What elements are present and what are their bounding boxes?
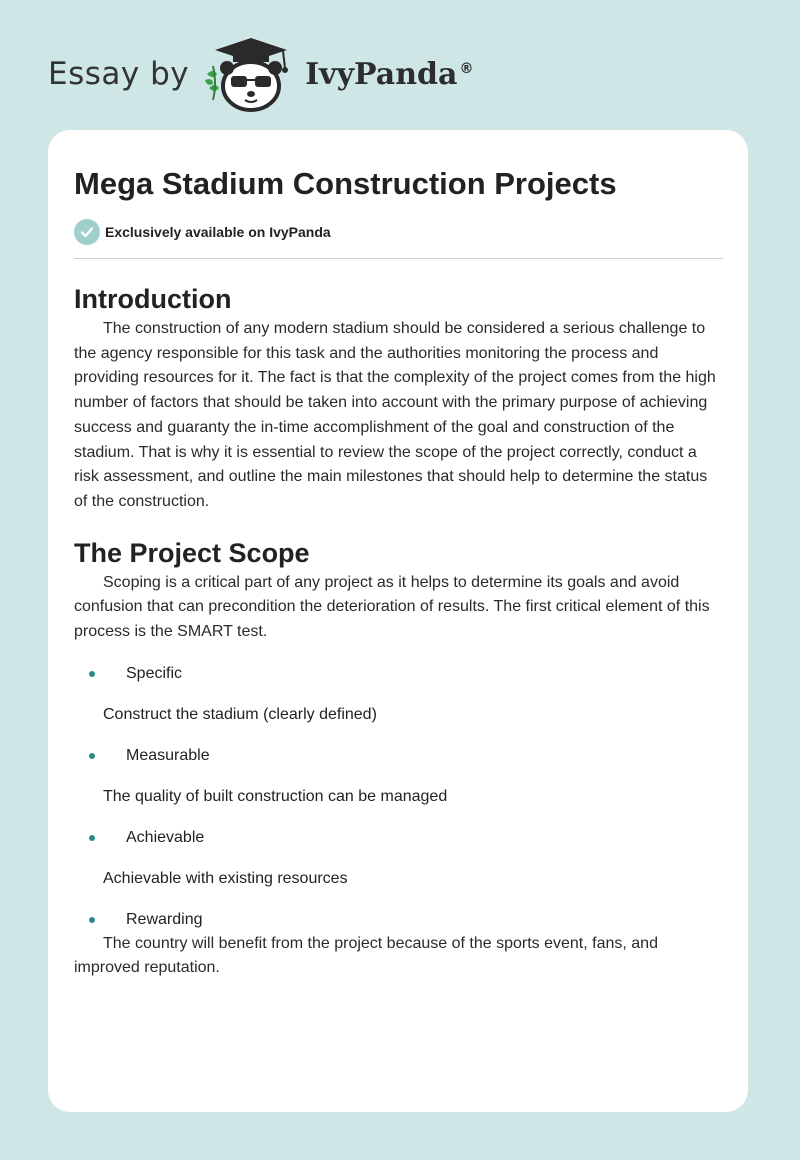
exclusive-badge	[74, 218, 723, 246]
bullet-icon	[89, 835, 95, 841]
bullet-icon	[89, 753, 95, 759]
registered-mark: ®	[459, 60, 474, 77]
closing-paragraph: The country will benefit from the project because of the sports event, fans, and improved reputation.	[74, 934, 658, 977]
bullet-icon	[89, 917, 95, 923]
divider	[74, 258, 723, 259]
check-icon	[74, 219, 100, 245]
smart-list	[74, 662, 723, 932]
essay-card	[48, 130, 748, 1112]
exclusive-label: Exclusively available on IvyPanda	[105, 224, 331, 240]
smart-item-description: Construct the stadium (clearly defined)	[103, 705, 377, 723]
list-item	[74, 908, 723, 932]
brand-label: IvyPanda	[305, 56, 458, 92]
project-scope-paragraph: Scoping is a critical part of any project as it helps to determine its goals and avoid confusion that can precondition the deterioration of results. The first critical element of this process is the SMART test.	[74, 573, 710, 641]
smart-item-label: Specific	[126, 664, 183, 682]
essay-content	[74, 130, 723, 981]
page-title: Mega Stadium Construction Projects	[74, 166, 617, 201]
smart-item-description: Achievable with existing resources	[103, 869, 348, 887]
essay-by-label: Essay by	[48, 56, 190, 92]
smart-item-label: Rewarding	[126, 910, 203, 928]
smart-item-label: Achievable	[126, 828, 205, 846]
introduction-heading: Introduction	[74, 284, 232, 314]
bullet-icon	[89, 671, 95, 677]
brand-name[interactable]	[305, 57, 473, 92]
smart-item-description: The quality of built construction can be managed	[103, 787, 448, 805]
smart-item-label: Measurable	[126, 746, 210, 764]
list-item	[74, 744, 723, 809]
introduction-paragraph: The construction of any modern stadium should be considered a serious challenge to the agency responsible for this task and the authorities monitoring the process and providing resources for it. The fact is that the complexity of the project comes from the high number of factors that should be taken into account with the primary purpose of achieving success and guaranty the in-time accomplishment of the goal and construction of the stadium. That is why it is essential to review the scope of the project correctly, conduct a risk assessment, and outline the main milestones that should help to determine the status of the construction.	[74, 320, 716, 510]
site-header	[48, 36, 473, 112]
list-item	[74, 662, 723, 727]
panda-graduate-icon[interactable]	[203, 36, 299, 112]
project-scope-heading: The Project Scope	[74, 537, 310, 568]
list-item	[74, 826, 723, 891]
